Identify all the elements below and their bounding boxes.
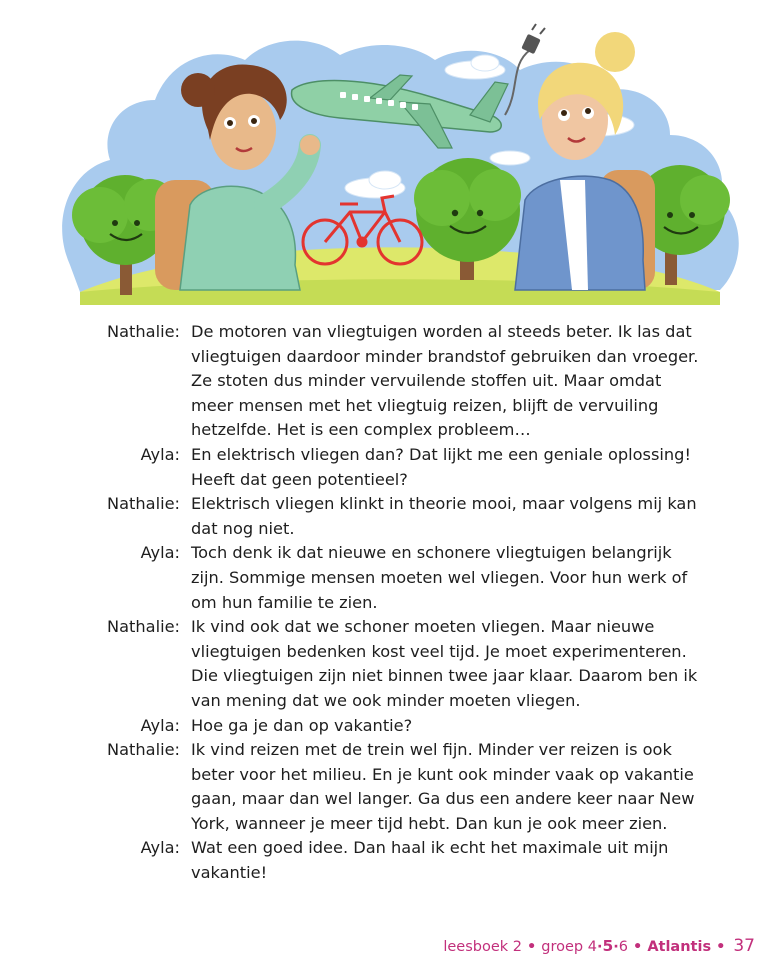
page-footer bbox=[443, 936, 755, 956]
speech-text: Hoe ga je dan op vakantie? bbox=[191, 715, 413, 735]
dialogue-line bbox=[98, 320, 718, 443]
grade-4: 4 bbox=[587, 939, 597, 955]
speech-text: Ik vind reizen met de trein wel fijn. Minder ver reizen is ook beter voor het milieu. En je kunt ook minder vaak op vakantie gaan, maar dan wel langer. Ga dus een andere keer naar New York, wanneer je meer tijd hebt. Dan kun je ook meer zien. bbox=[191, 740, 695, 833]
speaker-label: Nathalie: bbox=[107, 494, 180, 514]
dialogue-line bbox=[98, 738, 718, 836]
page-number: 37 bbox=[733, 936, 755, 956]
separator-dot: • bbox=[633, 939, 643, 955]
speech-text: Wat een goed idee. Dan haal ik echt het maximale uit mijn vakantie! bbox=[191, 838, 669, 883]
speaker-label: Ayla: bbox=[140, 715, 180, 735]
grade-6: 6 bbox=[618, 939, 629, 955]
speaker-label: Ayla: bbox=[140, 838, 180, 858]
speaker-label: Nathalie: bbox=[107, 322, 180, 341]
grade-separator: · bbox=[613, 939, 619, 955]
separator-dot: • bbox=[716, 939, 726, 955]
dialogue bbox=[98, 320, 718, 886]
dialogue-line bbox=[98, 615, 718, 713]
grade-5-current: 5 bbox=[602, 937, 614, 955]
speech-text: En elektrisch vliegen dan? Dat lijkt me een geniale oplossing! Heeft dat geen potentieel? bbox=[191, 444, 691, 489]
illustration bbox=[40, 20, 750, 312]
speaker-label: Ayla: bbox=[140, 444, 180, 464]
speaker-label: Nathalie: bbox=[107, 617, 180, 637]
speaker-label: Nathalie: bbox=[107, 740, 180, 760]
grade-separator: · bbox=[596, 939, 603, 955]
dialogue-line bbox=[98, 443, 718, 492]
dialogue-line bbox=[98, 714, 718, 739]
series-name: Atlantis bbox=[647, 939, 712, 955]
speaker-label: Ayla: bbox=[140, 543, 180, 563]
speech-text: De motoren van vliegtuigen worden al steeds beter. Ik las dat vliegtuigen daardoor minder brandstof gebruiken dan vroeger. Ze stoten dus minder vervuilende stoffen uit. Maar omdat meer mensen met het vliegtuig reizen, blijft de vervuiling hetzelfde. Het is een complex probleem… bbox=[191, 322, 699, 440]
book-title: leesboek 2 bbox=[443, 939, 522, 955]
dialogue-line bbox=[98, 836, 718, 885]
dialogue-line bbox=[98, 492, 718, 541]
speech-text: Ik vind ook dat we schoner moeten vliegen. Maar nieuwe vliegtuigen bedenken kost veel tijd. Je moet experimenteren. Die vliegtuigen zijn niet binnen twee jaar klaar. Daarom ben ik van mening dat we ook minder moeten vliegen. bbox=[191, 617, 698, 710]
separator-dot: • bbox=[527, 939, 537, 955]
dialogue-line bbox=[98, 541, 718, 615]
group-label: groep bbox=[541, 939, 584, 955]
grade-range bbox=[588, 939, 628, 955]
speech-text: Elektrisch vliegen klinkt in theorie mooi, maar volgens mij kan dat nog niet. bbox=[191, 494, 697, 538]
speech-text: Toch denk ik dat nieuwe en schonere vliegtuigen belangrijk zijn. Sommige mensen moeten wel vliegen. Voor hun werk of om hun familie te zien. bbox=[191, 543, 688, 612]
